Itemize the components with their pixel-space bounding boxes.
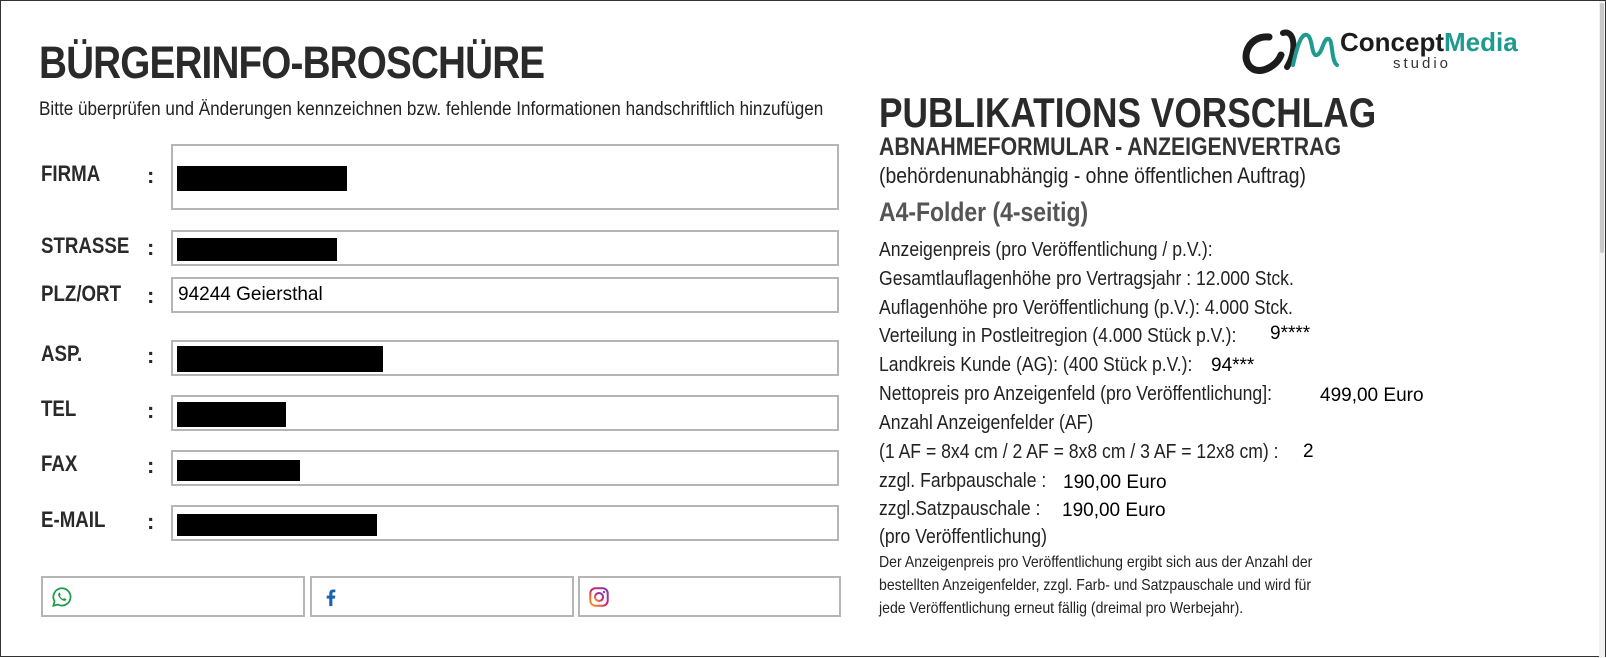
page-title: BÜRGERINFO-BROSCHÜRE xyxy=(39,37,545,88)
facebook-field[interactable] xyxy=(310,576,574,617)
facebook-icon xyxy=(320,586,342,608)
redacted-block xyxy=(177,166,347,191)
satzpauschale-value[interactable]: 190,00 Euro xyxy=(1062,500,1166,521)
plz-value: 94244 Geiersthal xyxy=(178,284,323,305)
price-line-8: (1 AF = 8x4 cm / 2 AF = 8x8 cm / 3 AF = 12x8 cm) : xyxy=(879,441,1279,463)
scrollbar-thumb[interactable] xyxy=(1600,3,1604,253)
plz-label: PLZ/ORT xyxy=(41,281,121,306)
note-line-2: bestellten Anzeigenfelder, zzgl. Farb- und Satzpauschale und wird für xyxy=(879,577,1312,594)
redacted-block xyxy=(177,402,286,427)
tel-colon: : xyxy=(147,398,155,423)
price-line-10: zzgl.Satzpauschale : xyxy=(879,498,1041,520)
firma-field[interactable] xyxy=(171,144,839,210)
asp-label: ASP. xyxy=(41,341,83,366)
logo-studio-text: studio xyxy=(1393,55,1452,72)
publication-paren: (behördenunabhängig - ohne öffentlichen Auftrag) xyxy=(879,163,1306,188)
plz-field[interactable] xyxy=(171,277,839,313)
vertical-scrollbar[interactable] xyxy=(1599,1,1605,658)
fax-label: FAX xyxy=(41,451,78,476)
asp-field[interactable] xyxy=(171,340,839,376)
price-line-2: Gesamtlauflagenhöhe pro Vertragsjahr : 12.000 Stck. xyxy=(879,268,1294,290)
tel-field[interactable] xyxy=(171,395,839,431)
publication-format: A4-Folder (4-seitig) xyxy=(879,197,1089,227)
note-line-3: jede Veröffentlichung erneut fällig (dreimal pro Werbejahr). xyxy=(879,600,1244,617)
strasse-field[interactable] xyxy=(171,230,839,266)
landkreis-value[interactable]: 94*** xyxy=(1211,355,1255,376)
whatsapp-icon xyxy=(51,586,73,608)
logo-brand-part1: Concept xyxy=(1340,27,1444,57)
redacted-block xyxy=(177,346,383,372)
redacted-block xyxy=(177,460,300,481)
tel-label: TEL xyxy=(41,396,77,421)
instagram-icon xyxy=(588,586,610,608)
email-label: E-MAIL xyxy=(41,507,106,532)
redacted-block xyxy=(177,514,377,536)
farbpauschale-value[interactable]: 190,00 Euro xyxy=(1063,472,1167,493)
price-line-9: zzgl. Farbpauschale : xyxy=(879,470,1047,492)
fax-colon: : xyxy=(147,453,155,478)
email-field[interactable] xyxy=(171,505,839,541)
page-subtitle: Bitte überprüfen und Änderungen kennzeichnen bzw. fehlende Informationen handschriftlich hinzufügen xyxy=(39,99,824,120)
price-line-3: Auflagenhöhe pro Veröffentlichung (p.V.): 4.000 Stck. xyxy=(879,297,1293,319)
price-line-11: (pro Veröffentlichung) xyxy=(879,526,1047,548)
price-line-5: Landkreis Kunde (AG): (400 Stück p.V.): xyxy=(879,354,1193,376)
redacted-block xyxy=(177,238,337,261)
anzeigenfelder-value[interactable]: 2 xyxy=(1303,441,1314,462)
price-line-4: Verteilung in Postleitregion (4.000 Stück p.V.): xyxy=(879,325,1237,347)
nettopreis-value[interactable]: 499,00 Euro xyxy=(1320,385,1424,406)
price-line-7: Anzahl Anzeigenfelder (AF) xyxy=(879,412,1094,434)
fax-field[interactable] xyxy=(171,450,839,486)
plz-colon: : xyxy=(147,283,155,308)
postleitregion-value[interactable]: 9**** xyxy=(1270,323,1311,344)
price-line-6: Nettopreis pro Anzeigenfeld (pro Veröffentlichung]: xyxy=(879,383,1273,405)
firma-colon: : xyxy=(147,163,155,188)
asp-colon: : xyxy=(147,343,155,368)
note-line-1: Der Anzeigenpreis pro Veröffentlichung ergibt sich aus der Anzahl der xyxy=(879,554,1313,571)
logo-brand-text xyxy=(1340,27,1518,58)
whatsapp-field[interactable] xyxy=(41,576,305,617)
firma-label: FIRMA xyxy=(41,161,101,186)
publication-title: PUBLIKATIONS VORSCHLAG xyxy=(879,89,1377,136)
instagram-field[interactable] xyxy=(578,576,841,617)
publication-subtitle: ABNAHMEFORMULAR - ANZEIGENVERTRAG xyxy=(879,133,1341,161)
email-colon: : xyxy=(147,509,155,534)
strasse-colon: : xyxy=(147,235,155,260)
strasse-label: STRASSE xyxy=(41,233,130,258)
price-line-1: Anzeigenpreis (pro Veröffentlichung / p.V.): xyxy=(879,239,1213,261)
logo-brand-part2: Media xyxy=(1444,27,1518,57)
